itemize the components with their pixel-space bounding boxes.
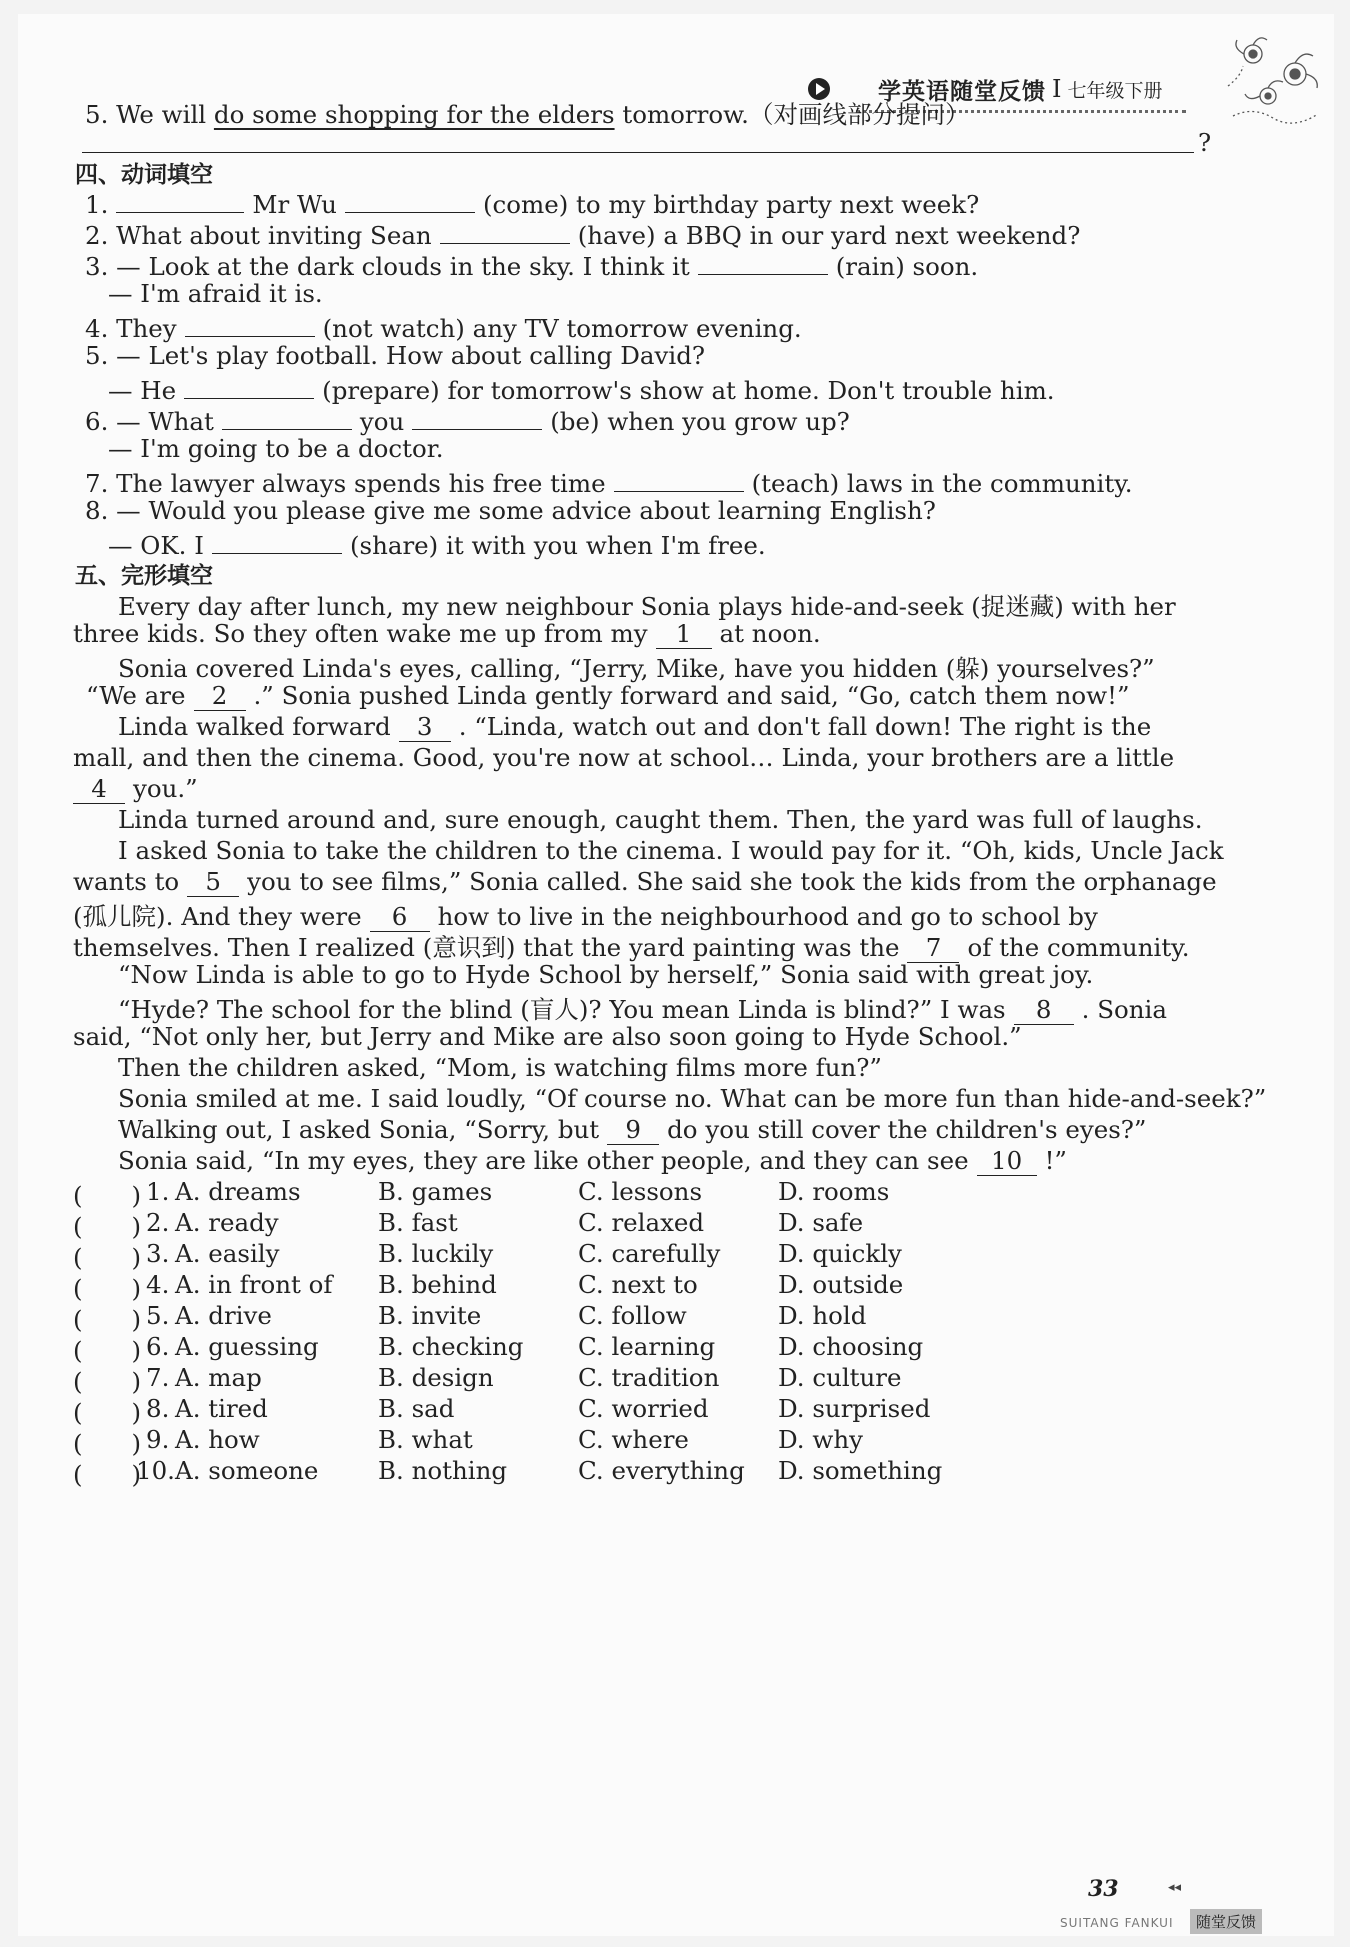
q5-suffix: tomorrow.（对画线部分提问） <box>614 100 970 129</box>
option-number: 1. <box>146 1177 170 1206</box>
cloze-p7-line1 <box>118 991 1167 1026</box>
option-choice-d[interactable]: D. hold <box>778 1301 867 1330</box>
s4-q7-text-b: (teach) laws in the community. <box>751 469 1133 498</box>
option-choice-d[interactable]: D. choosing <box>778 1332 924 1361</box>
cloze-text: Walking out, I asked Sonia, “Sorry, but <box>118 1115 600 1144</box>
cloze-p5-line2 <box>73 867 1217 897</box>
answer-bracket[interactable]: ( ) <box>73 1274 142 1303</box>
option-number: 3. <box>146 1239 170 1268</box>
s4-question-3 <box>85 248 978 281</box>
s4-question-7 <box>85 465 1133 498</box>
option-choice-a[interactable]: A. easily <box>175 1239 280 1268</box>
section-4-title: 四、动词填空 <box>75 162 213 188</box>
option-choice-d[interactable]: D. rooms <box>778 1177 890 1206</box>
option-number: 10. <box>136 1456 175 1485</box>
cloze-p2-line1: Sonia covered Linda's eyes, calling, “Jerry, Mike, have you hidden (躲) yourselves?” <box>118 654 1155 683</box>
option-number: 8. <box>146 1394 170 1423</box>
cloze-text: do you still cover the children's eyes?” <box>667 1115 1147 1144</box>
rewrite-question-5 <box>85 96 969 131</box>
header-subtitle: 七年级下册 <box>1067 79 1163 102</box>
s4-q6-blank-a[interactable] <box>222 403 352 430</box>
s4-q8-reply-b: (share) it with you when I'm free. <box>349 531 766 560</box>
cloze-blank-1[interactable]: 1 <box>656 619 712 649</box>
cloze-blank-8[interactable]: 8 <box>1014 995 1074 1025</box>
s4-q7-text-a: 7. The lawyer always spends his free time <box>85 469 606 498</box>
option-choice-b[interactable]: B. what <box>378 1425 473 1454</box>
option-choice-c[interactable]: C. next to <box>578 1270 698 1299</box>
footer-brand-cn: 随堂反馈 <box>1190 1909 1262 1934</box>
answer-bracket[interactable]: ( ) <box>73 1243 142 1272</box>
option-choice-b[interactable]: B. luckily <box>378 1239 494 1268</box>
option-choice-b[interactable]: B. design <box>378 1363 494 1392</box>
option-choice-b[interactable]: B. checking <box>378 1332 524 1361</box>
s4-question-4 <box>85 310 802 343</box>
s4-q6-reply: — I'm going to be a doctor. <box>108 434 444 463</box>
cloze-text: “We are <box>86 681 186 710</box>
s4-q2-text: 2. What about inviting Sean <box>85 221 432 250</box>
cloze-p3-line3 <box>73 774 198 804</box>
cloze-blank-7[interactable]: 7 <box>907 933 959 963</box>
cloze-text: you to see films,” Sonia called. She said she took the kids from the orphanage <box>247 867 1217 896</box>
q5-answer-line[interactable] <box>82 152 1194 153</box>
option-choice-a[interactable]: A. how <box>175 1425 260 1454</box>
cloze-p5-line4 <box>73 929 1190 964</box>
s4-q8-reply <box>108 527 766 560</box>
option-number: 7. <box>146 1363 170 1392</box>
s4-question-1 <box>85 186 979 219</box>
s4-q3-blank[interactable] <box>698 248 828 275</box>
cloze-p5-line1: I asked Sonia to take the children to the cinema. I would pay for it. “Oh, kids, Uncle Jack <box>118 836 1224 865</box>
s4-question-8: 8. — Would you please give me some advice about learning English? <box>85 496 936 525</box>
page-number: 33 <box>1088 1876 1119 1902</box>
s4-question-2 <box>85 217 1080 250</box>
option-choice-b[interactable]: B. fast <box>378 1208 458 1237</box>
cloze-p11 <box>118 1146 1067 1176</box>
option-choice-c[interactable]: C. follow <box>578 1301 687 1330</box>
s4-q4-blank[interactable] <box>185 310 315 337</box>
cloze-p10 <box>118 1115 1146 1145</box>
cloze-text: you.” <box>133 774 198 803</box>
q5-underlined-phrase: do some shopping for the elders <box>213 100 615 129</box>
cloze-p9: Sonia smiled at me. I said loudly, “Of course no. What can be more fun than hide-and-seek?” <box>118 1084 1267 1113</box>
cloze-p3-line1 <box>118 712 1151 742</box>
option-choice-b[interactable]: B. behind <box>378 1270 497 1299</box>
option-choice-c[interactable]: C. relaxed <box>578 1208 705 1237</box>
answer-bracket[interactable]: ( ) <box>73 1429 142 1458</box>
option-choice-a[interactable]: A. map <box>175 1363 262 1392</box>
cloze-text: of the community. <box>967 933 1190 962</box>
q5-prefix: 5. We will <box>85 100 214 129</box>
cloze-p8: Then the children asked, “Mom, is watching films more fun?” <box>118 1053 882 1082</box>
cloze-text: “Hyde? The school for the blind (盲人)? You mean Linda is blind?” I was <box>118 995 1006 1024</box>
option-choice-c[interactable]: C. lessons <box>578 1177 703 1206</box>
option-choice-d[interactable]: D. something <box>778 1456 943 1485</box>
answer-bracket[interactable]: ( ) <box>73 1305 142 1334</box>
option-choice-b[interactable]: B. games <box>378 1177 493 1206</box>
cloze-blank-3[interactable]: 3 <box>399 712 451 742</box>
option-choice-d[interactable]: D. culture <box>778 1363 902 1392</box>
cloze-blank-6[interactable]: 6 <box>370 902 430 932</box>
s4-q6-text-c: (be) when you grow up? <box>550 407 850 436</box>
option-choice-d[interactable]: D. safe <box>778 1208 864 1237</box>
option-choice-b[interactable]: B. nothing <box>378 1456 508 1485</box>
option-number: 4. <box>146 1270 170 1299</box>
s4-q1-blank-a[interactable] <box>116 186 244 213</box>
option-choice-d[interactable]: D. outside <box>778 1270 904 1299</box>
option-choice-c[interactable]: C. learning <box>578 1332 716 1361</box>
s4-q6-text-a: 6. — What <box>85 407 214 436</box>
option-choice-b[interactable]: B. invite <box>378 1301 482 1330</box>
option-choice-d[interactable]: D. why <box>778 1425 863 1454</box>
answer-bracket[interactable]: ( ) <box>73 1367 142 1396</box>
option-choice-c[interactable]: C. carefully <box>578 1239 721 1268</box>
s4-q2-blank[interactable] <box>440 217 570 244</box>
cloze-p4: Linda turned around and, sure enough, caught them. Then, the yard was full of laughs. <box>118 805 1203 834</box>
option-choice-a[interactable]: A. someone <box>175 1456 319 1485</box>
option-choice-d[interactable]: D. surprised <box>778 1394 931 1423</box>
cloze-text: !” <box>1044 1146 1067 1175</box>
cloze-text: Linda walked forward <box>118 712 391 741</box>
answer-bracket[interactable]: ( ) <box>73 1460 142 1489</box>
s4-q4-text-a: 4. They <box>85 314 177 343</box>
cloze-blank-10[interactable]: 10 <box>977 1146 1037 1176</box>
s4-q5-reply <box>108 372 1055 405</box>
option-number: 2. <box>146 1208 170 1237</box>
option-choice-c[interactable]: C. worried <box>578 1394 709 1423</box>
s4-q3-text-a: 3. — Look at the dark clouds in the sky. I think it <box>85 252 690 281</box>
option-choice-c[interactable]: C. tradition <box>578 1363 720 1392</box>
s4-q6-blank-b[interactable] <box>412 403 542 430</box>
option-number: 5. <box>146 1301 170 1330</box>
cloze-text: how to live in the neighbourhood and go to school by <box>437 902 1098 931</box>
s4-q5-reply-a: — He <box>108 376 177 405</box>
cloze-p6: “Now Linda is able to go to Hyde School by herself,” Sonia said with great joy. <box>118 960 1094 989</box>
cloze-text: . “Linda, watch out and don't fall down! The right is the <box>458 712 1152 741</box>
cloze-p2-line2 <box>86 681 1129 711</box>
cloze-text: . Sonia <box>1081 995 1167 1024</box>
option-choice-a[interactable]: A. ready <box>175 1208 279 1237</box>
option-choice-c[interactable]: C. everything <box>578 1456 745 1485</box>
cloze-p5-line3 <box>73 898 1098 933</box>
cloze-p3-line2: mall, and then the cinema. Good, you're now at school… Linda, your brothers are a little <box>73 743 1175 772</box>
cloze-blank-9[interactable]: 9 <box>607 1115 659 1145</box>
answer-bracket[interactable]: ( ) <box>73 1336 142 1365</box>
s4-q5-blank[interactable] <box>184 372 314 399</box>
footer-brand-en: SUITANG FANKUI <box>1060 1916 1174 1930</box>
option-choice-a[interactable]: A. tired <box>175 1394 268 1423</box>
cloze-p7-line2: said, “Not only her, but Jerry and Mike are also soon going to Hyde School.” <box>73 1022 1022 1051</box>
option-choice-a[interactable]: A. dreams <box>175 1177 301 1206</box>
answer-bracket[interactable]: ( ) <box>73 1398 142 1427</box>
s4-q3-text-b: (rain) soon. <box>835 252 979 281</box>
s4-q1-text-a: Mr Wu <box>252 190 337 219</box>
cloze-text: wants to <box>73 867 180 896</box>
cloze-blank-5[interactable]: 5 <box>187 867 239 897</box>
option-choice-d[interactable]: D. quickly <box>778 1239 902 1268</box>
cloze-text: (孤儿院). And they were <box>73 902 362 931</box>
cloze-text: themselves. Then I realized (意识到) that the yard painting was the <box>73 933 900 962</box>
cloze-p1-line1: Every day after lunch, my new neighbour Sonia plays hide-and-seek (捉迷藏) with her <box>118 592 1176 621</box>
option-choice-b[interactable]: B. sad <box>378 1394 455 1423</box>
header-title: 学英语随堂反馈 <box>878 78 1046 105</box>
cloze-blank-2[interactable]: 2 <box>194 681 246 711</box>
s4-q4-text-b: (not watch) any TV tomorrow evening. <box>322 314 802 343</box>
cloze-text: three kids. So they often wake me up from my <box>73 619 648 648</box>
cloze-text: Sonia said, “In my eyes, they are like other people, and they can see <box>118 1146 969 1175</box>
s4-q8-reply-a: — OK. I <box>108 531 204 560</box>
answer-bracket[interactable]: ( ) <box>73 1212 142 1241</box>
section-5-title: 五、完形填空 <box>75 563 213 589</box>
s4-q1-number: 1. <box>85 190 109 219</box>
q5-end-mark: ? <box>1198 128 1212 157</box>
s4-q8-blank[interactable] <box>212 527 342 554</box>
s4-q3-reply: — I'm afraid it is. <box>108 279 323 308</box>
cloze-text: .” Sonia pushed Linda gently forward and said, “Go, catch them now!” <box>253 681 1130 710</box>
option-choice-a[interactable]: A. drive <box>175 1301 272 1330</box>
option-choice-a[interactable]: A. in front of <box>175 1270 333 1299</box>
s4-q2-text-b: (have) a BBQ in our yard next weekend? <box>577 221 1081 250</box>
header-separator: I <box>1052 75 1062 103</box>
cloze-p1-line2 <box>73 619 821 649</box>
worksheet-page <box>18 14 1334 1936</box>
flower-decoration-icon <box>1223 26 1333 136</box>
s4-q7-blank[interactable] <box>614 465 744 492</box>
option-choice-a[interactable]: A. guessing <box>175 1332 319 1361</box>
s4-q5-reply-b: (prepare) for tomorrow's show at home. Don't trouble him. <box>322 376 1055 405</box>
cloze-blank-4[interactable]: 4 <box>73 774 125 804</box>
answer-bracket[interactable]: ( ) <box>73 1181 142 1210</box>
cloze-text: at noon. <box>719 619 821 648</box>
s4-q1-blank-b[interactable] <box>345 186 475 213</box>
option-choice-c[interactable]: C. where <box>578 1425 689 1454</box>
s4-q1-text-b: (come) to my birthday party next week? <box>482 190 980 219</box>
s4-question-6 <box>85 403 850 436</box>
s4-question-5: 5. — Let's play football. How about calling David? <box>85 341 706 370</box>
s4-q6-text-b: you <box>359 407 405 436</box>
option-number: 6. <box>146 1332 170 1361</box>
footer-arrows-icon: ◂◂ <box>1168 1880 1182 1895</box>
option-number: 9. <box>146 1425 170 1454</box>
